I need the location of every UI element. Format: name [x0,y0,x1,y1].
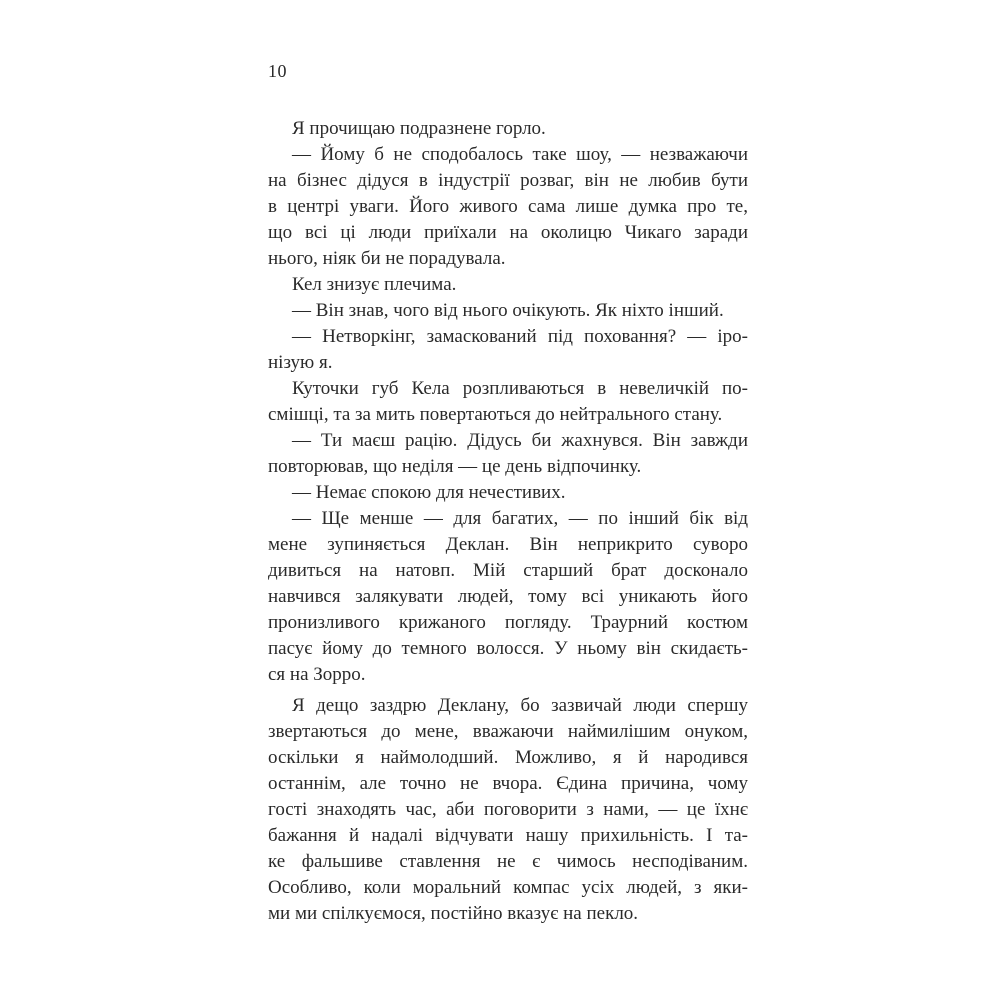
text-line: дивиться на натовп. Мій старший брат досконало [268,560,748,581]
text-line: звертаються до мене, вважаючи наймилішим онуком, [268,721,748,742]
text-line: — Немає спокою для нечестивих. [292,482,566,503]
text-line: — Він знав, чого від нього очікують. Як ніхто інший. [292,300,724,321]
paragraph [268,506,748,688]
paragraph [268,480,748,506]
text-line: що всі ці люди приїхали на околицю Чикаго заради [268,222,748,243]
text-line: останнім, але точно не вчора. Єдина причина, чому [268,773,748,794]
paragraph [268,376,748,428]
text-line: ся на Зорро. [268,664,366,685]
text-line: нізую я. [268,352,333,373]
text-line: мене зупиняється Деклан. Він неприкрито суворо [268,534,748,555]
text-line: Особливо, коли моральний компас усіх людей, з яки- [268,877,748,898]
text-line: ми ми спілкуємося, постійно вказує на пекло. [268,903,639,924]
text-line: в центрі уваги. Його живого сама лише думка про те, [268,196,748,217]
text-line: навчився залякувати людей, тому всі уникають його [268,586,748,607]
paragraph [268,142,748,272]
text-line: Куточки губ Кела розпливаються в невеличкій по- [292,378,748,399]
text-line: повторював, що неділя — це день відпочинку. [268,456,642,477]
paragraph [268,693,748,927]
text-line: смішці, та за мить повертаються до нейтрального стану. [268,404,723,425]
text-line: нього, ніяк би не порадувала. [268,248,506,269]
text-line: — Нетворкінг, замаскований під поховання? — іро- [292,326,748,347]
page-number: 10 [268,61,287,81]
text-line: — Ще менше — для багатих, — по інший бік від [292,508,748,529]
text-line: Я прочищаю подразнене горло. [292,118,546,139]
text-line: бажання й надалі відчувати нашу прихильність. І та- [268,825,748,846]
text-line: оскільки я наймолодший. Можливо, я й народився [268,747,748,768]
text-line: Я дещо заздрю Деклану, бо зазвичай люди спершу [292,695,748,716]
paragraph [268,428,748,480]
text-line: пасує йому до темного волосся. У ньому він скидаєть- [268,638,748,659]
text-line: на бізнес дідуся в індустрії розваг, він не любив бути [268,170,748,191]
paragraph [268,324,748,376]
text-line: — Ти маєш рацію. Дідусь би жахнувся. Він завжди [292,430,748,451]
text-line: ке фальшиве ставлення не є чимось несподіваним. [268,851,748,872]
paragraph [268,116,748,142]
text-line: пронизливого крижаного погляду. Траурний костюм [268,612,748,633]
text-line: Кел знизує плечима. [292,274,457,295]
paragraph [268,298,748,324]
text-line: — Йому б не сподобалось таке шоу, — незважаючи [292,144,748,165]
text-line: гості знаходять час, аби поговорити з нами, — це їхнє [268,799,748,820]
text-block [268,116,748,927]
paragraph [268,272,748,298]
